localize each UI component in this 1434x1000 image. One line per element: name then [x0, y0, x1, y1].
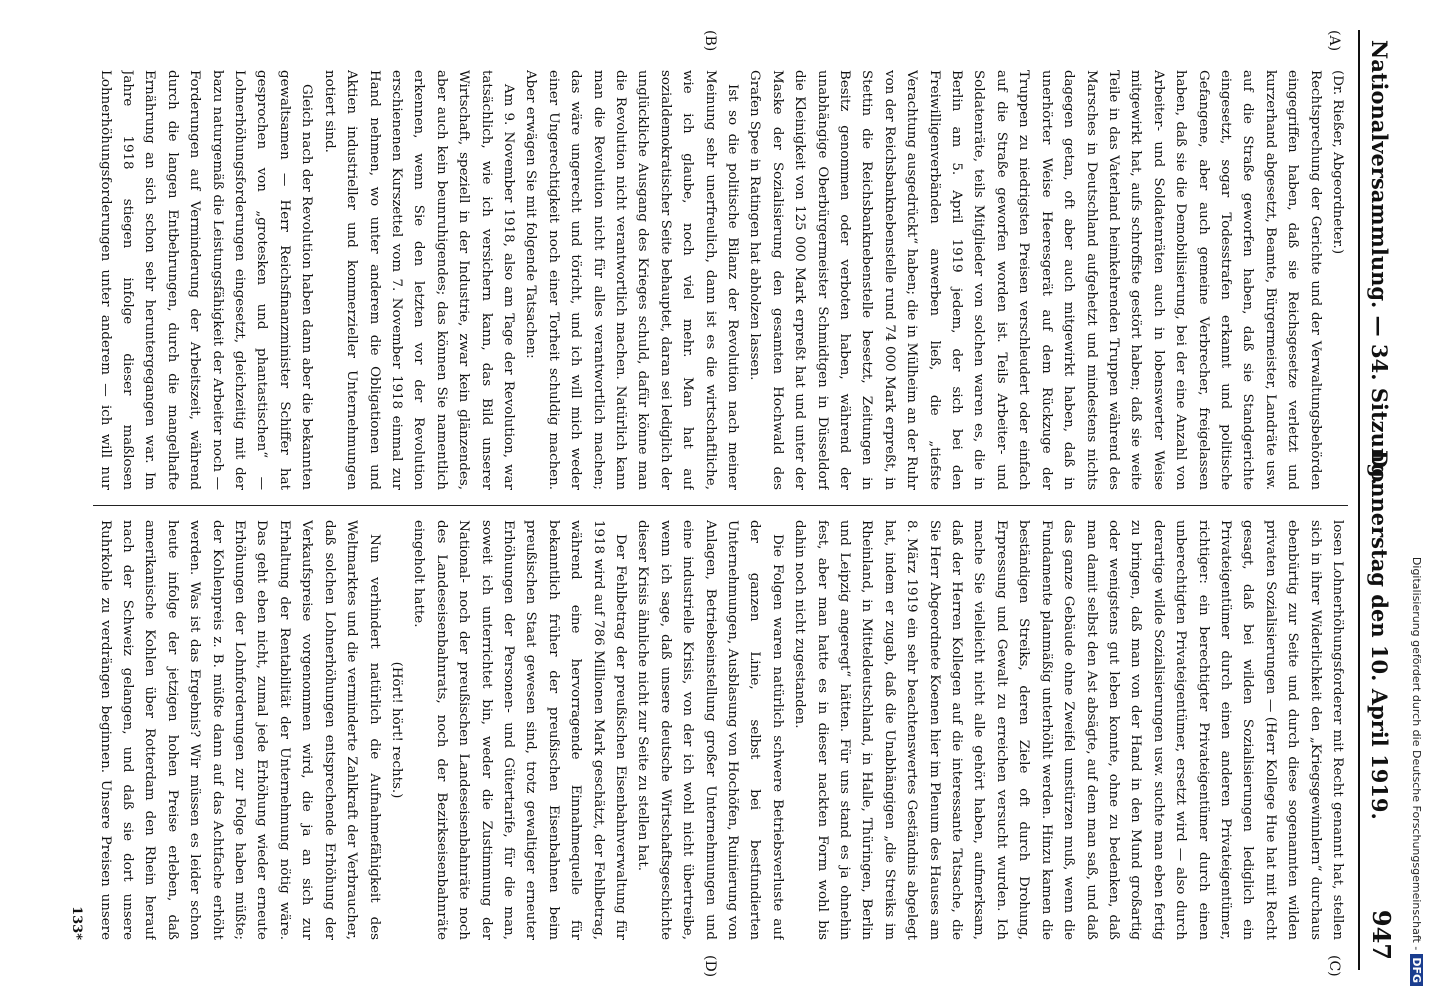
- paragraph: Nun verhindert natürlich die Aufnahmefähigkeit des Weltmarktes und die verminderte Zahlkraft der Verbraucher, daß solchen Lohnerhöhungen entsprechende Erhöhung der Verkaufspreise vorgenommen wird, die ja an sich zur Erhaltung der Rentabilität der Unternehmung nötig wäre. Das geht eben nicht, zumal jede Erhöhung wieder erneute Erhöhungen der Lohnforderungen zur Folge haben müßte; der Kohlenpreis z. B. müßte dann auf das Achtfache erhöht werden. Was ist das Ergebnis? Wir müssen es leider schon heute infolge der jetzigen hohen Preise erleben, daß amerikanische Kohlen über Rotterdam den Rhein herauf nach der Schweiz gelangen, und daß sie dort unsere Ruhrkohle zu verdrängen beginnen. Unsere Preisen unsere: [97, 520, 382, 940]
- paragraph: Am 9. November 1918, also am Tage der Revolution, war tatsächlich, wie ich versichern kann, das Bild unserer Wirtschaft, speziell in der Industrie, zwar kein glänzendes, aber auch kein beunruhigendes; das können Sie namentlich erkennen, wenn Sie den letzten vor der Revolution erschienenen Kurszettel vom 7. November 1918 einmal zur Hand nehmen, wo unter anderem die Obligationen und Aktien industrieller und kommerzieller Unternehmungen notiert sind.: [321, 70, 516, 490]
- header-date: Donnerstag den 10. April 1919.: [1367, 450, 1392, 820]
- left-column: [93, 70, 1348, 490]
- paragraph: Rechtsprechung der Gerichte und der Verwaltungsbehörden eingegriffen haben, daß sie Reichsgesetze verletzt und kurzerhand abgesetzt, Beamte, Bürgermeister, Landräte usw. auf die Straße geworfen haben, daß sie Standgerichte eingesetzt, sogar Todesstrafen erkannt und politische Gefangene, aber auch gemeine Verbrecher, freigelassen haben, daß sie die Demobilisierung, bei der eine Anzahl von Arbeiter- und Soldatenräten auch in lobenswerter Weise mitgewirkt hat, aufs schroffste gestört haben; daß sie weite Teile in das Vaterland heimkehrenden Truppen während des Marsches in Deutschland aufgehetzt und mindestens nichts dagegen getan, oft aber auch mitgewirkt haben, daß in unerhörter Weise Heeresgerät auf dem Rückzuge der Truppen zu niedrigsten Preisen verschleudert oder einfach auf die Straße geworfen worden ist. Teils Arbeiter- und Soldatenräte, teils Mitglieder von solchen waren es, die in Berlin am 5. April 1919 jedem, der sich bei den Freiwilligenverbänden anwerben ließ, die „tiefste Verachtung ausgedrückt“ haben; die in Mülheim an der Ruhr von der Reichsbanknebenstelle rund 74 000 Mark erpreßt, in Stettin die Reichsbanknebenstelle besetzt, Zeitungen in Besitz genommen oder verboten haben, während der unabhängige Oberbürgermeister Schmidtgen in Düsseldorf die Kleinigkeit von 125 000 Mark erpreßt hat und unter der Maske der Sozialisierung den gesamten Hochwald des Grafen Spee in Ratingen hat abholzen lassen.: [747, 70, 1323, 490]
- speaker-line: (Dr. Rießer, Abgeordneter.): [1330, 70, 1345, 255]
- margin-mark-a: (A): [1326, 30, 1342, 52]
- interjection: (Hört! hört! rechts.): [388, 661, 404, 799]
- page-number: 947: [1367, 909, 1396, 960]
- paragraph: losen Lohnerhöhungsforderer mit Recht genannt hat, stellen sich in ihrer Widerlichkeit den „Kriegsgewinnlern“ durchaus ebenbürtig zur Seite und durch diese sogenannten wilden privaten Sozialisierungen — (Herr Kollege Hue hat mit Recht gesagt, daß bei wilden Sozialisierungen lediglich ein Privateigentümer durch einen anderen Privateigentümer, richtiger: ein berechtigter Privateigentümer durch einen unberechtigten Privateigentümer, ersetzt wird — also durch derartige wilde Sozialisierungen usw. suchte man eben fertig zu bringen, daß man von der Hand in den Mund großartig oder wenigstens gut leben konnte, ohne zu bedenken, daß man damit selbst den Ast absägte, auf dem man saß, und daß das ganze Gebäude ohne Zweifel umstürzen muß, wenn die Fundamente planmäßig unterhöhlt werden. Hinzu kamen die beständigen Streiks, deren Ziele oft durch Drohung, Erpressung und Gewalt zu erreichen versucht wurden. Ich mache Sie vielleicht nicht alle gehört haben, aufmerksam, daß der Herren Kollegen auf die interessante Tatsache, die Sie Herr Abgeordnete Koenen hier im Plenum des Hauses am 8. März 1919 ein sehr beachtenswertes Geständnis abgelegt hat, indem er zugab, daß die Unabhängigen „die Streiks im Rheinland, in Mitteldeutschland, in Halle, Thüringen, Berlin und Leipzig angeregt“ hätten. Für uns stand es ja ohnehin fest, aber man hatte es in dieser nackten Form wohl bis dahin noch nicht zugestanden.: [792, 520, 1345, 940]
- column-divider: [93, 505, 1348, 506]
- digitization-credit: [1405, 14, 1427, 986]
- paragraph: Ist so die politische Bilanz der Revolution nach meiner Meinung sehr unerfreulich, dann ist es die wirtschaftliche, wie ich glaube, noch viel mehr. Man hat auf sozialdemokratischer Seite behauptet, daran sei lediglich der unglückliche Ausgang des Krieges schuld, dafür könne man die Revolution nicht verantwortlich machen. Natürlich kann man die Revolution nicht für alles verantwortlich machen; das wäre ungerecht und töricht, und ich will mich weder einer Ungerechtigkeit noch einer Torheit schuldig machen. Aber erwägen Sie mit folgende Tatsachen:: [523, 70, 741, 490]
- header-left-title: Nationalversammlung. — 34. Sitzung.: [1367, 40, 1392, 486]
- paragraph: Die Folgen waren natürlich schwere Betriebsverluste auf der ganzen Linie, selbst bei bestfundierten Unternehmungen, Ausblasung von Hochöfen, Ruinierung von Anlagen, Betriebseinstellung großer Unternehmungen und eine industrielle Krisis, von der ich wohl nicht übertreibe, wenn ich sage, daß unsere deutsche Wirtschaftsgeschichte dieser Krisis ähnliche nicht zur Seite zu stellen hat.: [635, 520, 785, 940]
- page-header: [1358, 30, 1396, 970]
- margin-mark-c: (C): [1326, 955, 1342, 977]
- margin-mark-b: (B): [702, 30, 718, 52]
- right-column: [93, 520, 1348, 940]
- paragraph: Der Fehlbetrag der preußischen Eisenbahnverwaltung für 1918 wird auf 786 Millionen Mark geschätzt, der Fehlbetrag, während eine hervorragende Einnahmequelle für bekanntlich früher der preußischen Eisenbahnen beim preußischen Staat gewesen sind, trotz gewaltiger erneuter Erhöhungen der Personen- und Gütertarife, für die man, soweit ich unterrichtet bin, weder die Zustimmung der National- noch der preußischen Landeseisenbahnräte noch des Landeseisenbahnrats, noch der Bezirkseisenbahnräte eingeholt hatte.: [411, 520, 628, 940]
- credit-text: Digitalisierung gefördert durch die Deutsche Forschungsgemeinschaft -: [1410, 556, 1423, 951]
- document-page: [63, 0, 1408, 1000]
- dfg-logo: DFG: [1410, 954, 1423, 986]
- paragraph: Gleich nach der Revolution haben dann aber die bekannten gewaltsamen — Herr Reichsfinanzminister Schiffer hat gesprochen von „grotesken und phantastischen“ — Lohnerhöhungsforderungen eingesetzt, gleichzeitig mit der bazu naturgemäß die Leistungsfähigkeit der Arbeiter noch — Forderungen auf Verminderung der Arbeitszeit, während durch die langen Entbehrungen, durch die mangelhafte Ernährung an sich schon sehr heruntergegangen war. Im Jahre 1918 stiegen infolge dieser maßlosen Lohnerhöhungsforderungen unter anderem — ich will nur: [97, 70, 315, 490]
- margin-mark-d: (D): [702, 955, 718, 978]
- footer-mark: 133*: [69, 906, 84, 940]
